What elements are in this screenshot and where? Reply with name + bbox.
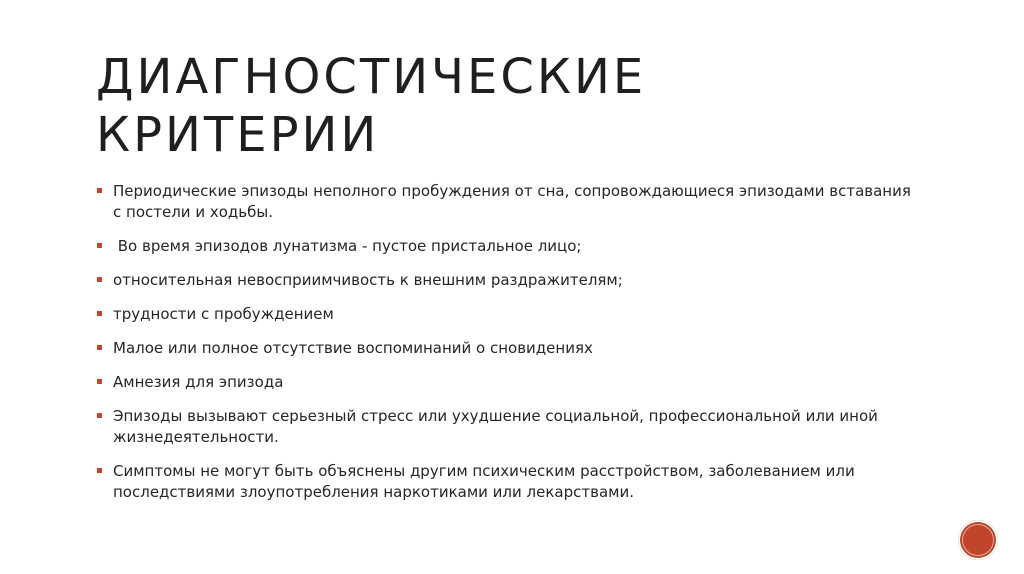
bullet-item bbox=[96, 338, 916, 359]
bullet-item bbox=[96, 372, 916, 393]
bullet-text: Во время эпизодов лунатизма - пустое пристальное лицо; bbox=[113, 237, 582, 255]
bullet-item bbox=[96, 304, 916, 325]
square-bullet-icon bbox=[97, 188, 102, 193]
bullet-text: Эпизоды вызывают серьезный стресс или ухудшение социальной, профессиональной или иной жизнедеятельности. bbox=[113, 407, 878, 446]
bullet-text: относительная невосприимчивость к внешним раздражителям; bbox=[113, 271, 623, 289]
slide-title-line-1: ДИАГНОСТИЧЕСКИЕ bbox=[96, 49, 647, 105]
square-bullet-icon bbox=[97, 379, 102, 384]
square-bullet-icon bbox=[97, 243, 102, 248]
circle-logo-icon bbox=[958, 520, 998, 560]
square-bullet-icon bbox=[97, 311, 102, 316]
bullet-text: Малое или полное отсутствие воспоминаний о сновидениях bbox=[113, 339, 593, 357]
bullet-list bbox=[96, 181, 916, 516]
bullet-text: Периодические эпизоды неполного пробуждения от сна, сопровождающиеся эпизодами вставания с постели и ходьбы. bbox=[113, 182, 911, 221]
bullet-item bbox=[96, 270, 916, 291]
bullet-text: Амнезия для эпизода bbox=[113, 373, 284, 391]
square-bullet-icon bbox=[97, 468, 102, 473]
bullet-text: трудности с пробуждением bbox=[113, 305, 334, 323]
square-bullet-icon bbox=[97, 413, 102, 418]
square-bullet-icon bbox=[97, 277, 102, 282]
bullet-item bbox=[96, 236, 916, 257]
slide-title bbox=[96, 48, 796, 164]
bullet-item bbox=[96, 181, 916, 223]
square-bullet-icon bbox=[97, 345, 102, 350]
slide-title-line-2: КРИТЕРИИ bbox=[96, 107, 380, 163]
bullet-item bbox=[96, 461, 916, 503]
bullet-item bbox=[96, 406, 916, 448]
bullet-text: Симптомы не могут быть объяснены другим психическим расстройством, заболеванием или последствиями злоупотребления наркотиками или лекарствами. bbox=[113, 462, 855, 501]
